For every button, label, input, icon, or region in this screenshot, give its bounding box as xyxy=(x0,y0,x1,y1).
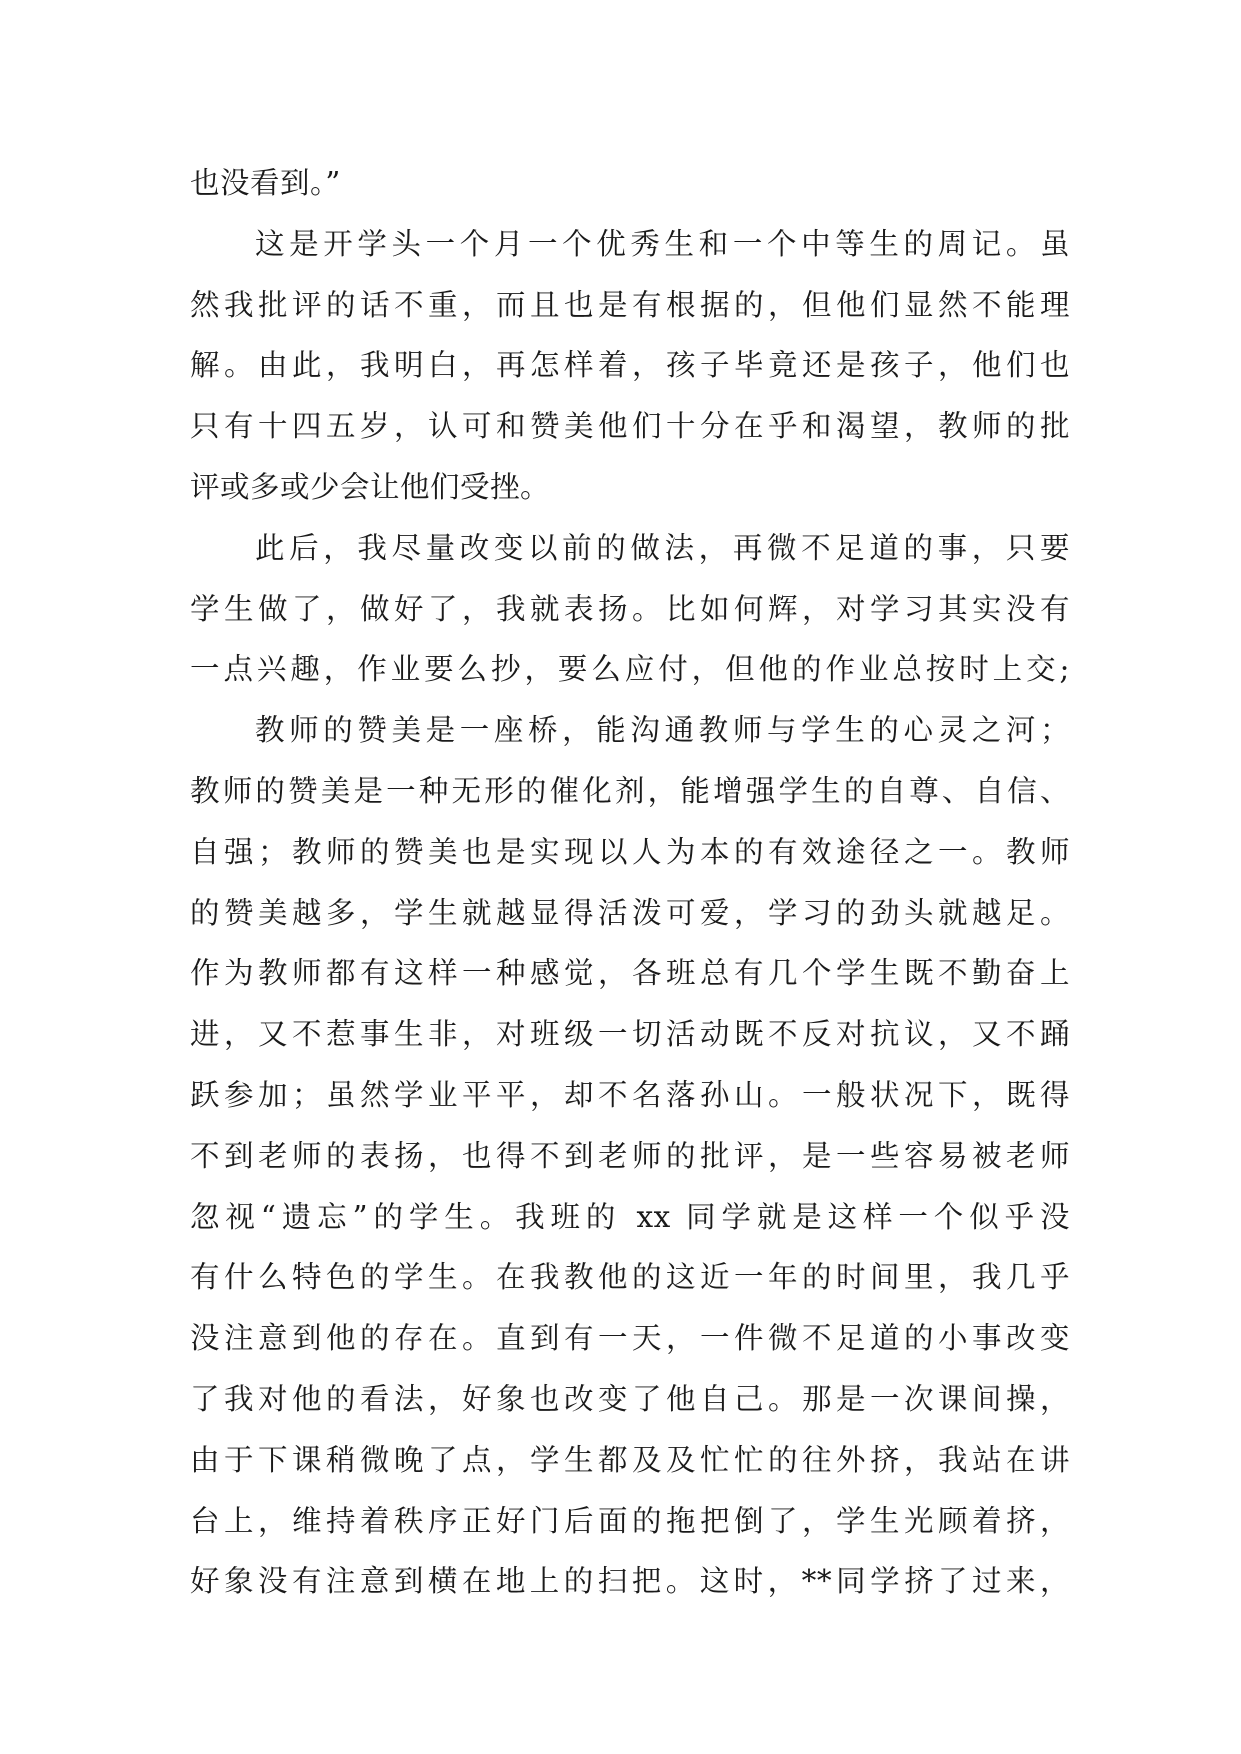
text-line: 有什么特色的学生。在我教他的这近一年的时间里，我几乎 xyxy=(190,1260,1070,1295)
text-line: 不到老师的表扬，也得不到老师的批评，是一些容易被老师 xyxy=(190,1138,1070,1173)
paragraph-first-line: 此后，我尽量改变以前的做法，再微不足道的事，只要 xyxy=(255,530,1070,565)
text-line: 跃参加；虽然学业平平，却不名落孙山。一般状况下，既得 xyxy=(190,1077,1070,1112)
paragraph-first-line: 这是开学头一个月一个优秀生和一个中等生的周记。虽 xyxy=(255,226,1070,261)
text-line: 的赞美越多，学生就越显得活泼可爱，学习的劲头就越足。 xyxy=(190,895,1070,930)
text-line: 了我对他的看法，好象也改变了他自己。那是一次课间操， xyxy=(190,1381,1070,1416)
text-line: 也没看到。” xyxy=(190,166,341,200)
paragraph-first-line: 教师的赞美是一座桥，能沟通教师与学生的心灵之河； xyxy=(255,713,1070,748)
text-line: 台上，维持着秩序正好门后面的拖把倒了，学生光顾着挤， xyxy=(190,1503,1070,1538)
text-line: 进，又不惹事生非，对班级一切活动既不反对抗议，又不踊 xyxy=(190,1017,1070,1052)
text-line: 好象没有注意到横在地上的扫把。这时，**同学挤了过来， xyxy=(190,1564,1070,1599)
text-line: 作为教师都有这样一种感觉，各班总有几个学生既不勤奋上 xyxy=(190,956,1070,991)
text-line: 没注意到他的存在。直到有一天，一件微不足道的小事改变 xyxy=(190,1321,1070,1356)
text-line: 解。由此，我明白，再怎样着，孩子毕竟还是孩子，他们也 xyxy=(190,348,1070,383)
document-body xyxy=(190,153,1070,1612)
text-line: 一点兴趣，作业要么抄，要么应付，但他的作业总按时上交; xyxy=(190,652,1070,687)
text-line: 自强；教师的赞美也是实现以人为本的有效途径之一。教师 xyxy=(190,834,1070,869)
text-line: 然我批评的话不重，而且也是有根据的，但他们显然不能理 xyxy=(190,287,1070,322)
text-line: 由于下课稍微晚了点，学生都及及忙忙的往外挤，我站在讲 xyxy=(190,1442,1070,1477)
text-line: 学生做了，做好了，我就表扬。比如何辉，对学习其实没有 xyxy=(190,591,1070,626)
text-line: 教师的赞美是一种无形的催化剂，能增强学生的自尊、自信、 xyxy=(190,773,1070,808)
text-line: 忽视“遗忘”的学生。我班的 xx 同学就是这样一个似乎没 xyxy=(190,1199,1070,1234)
text-line: 评或多或少会让他们受挫。 xyxy=(190,469,551,504)
text-line: 只有十四五岁，认可和赞美他们十分在乎和渴望，教师的批 xyxy=(190,409,1070,444)
